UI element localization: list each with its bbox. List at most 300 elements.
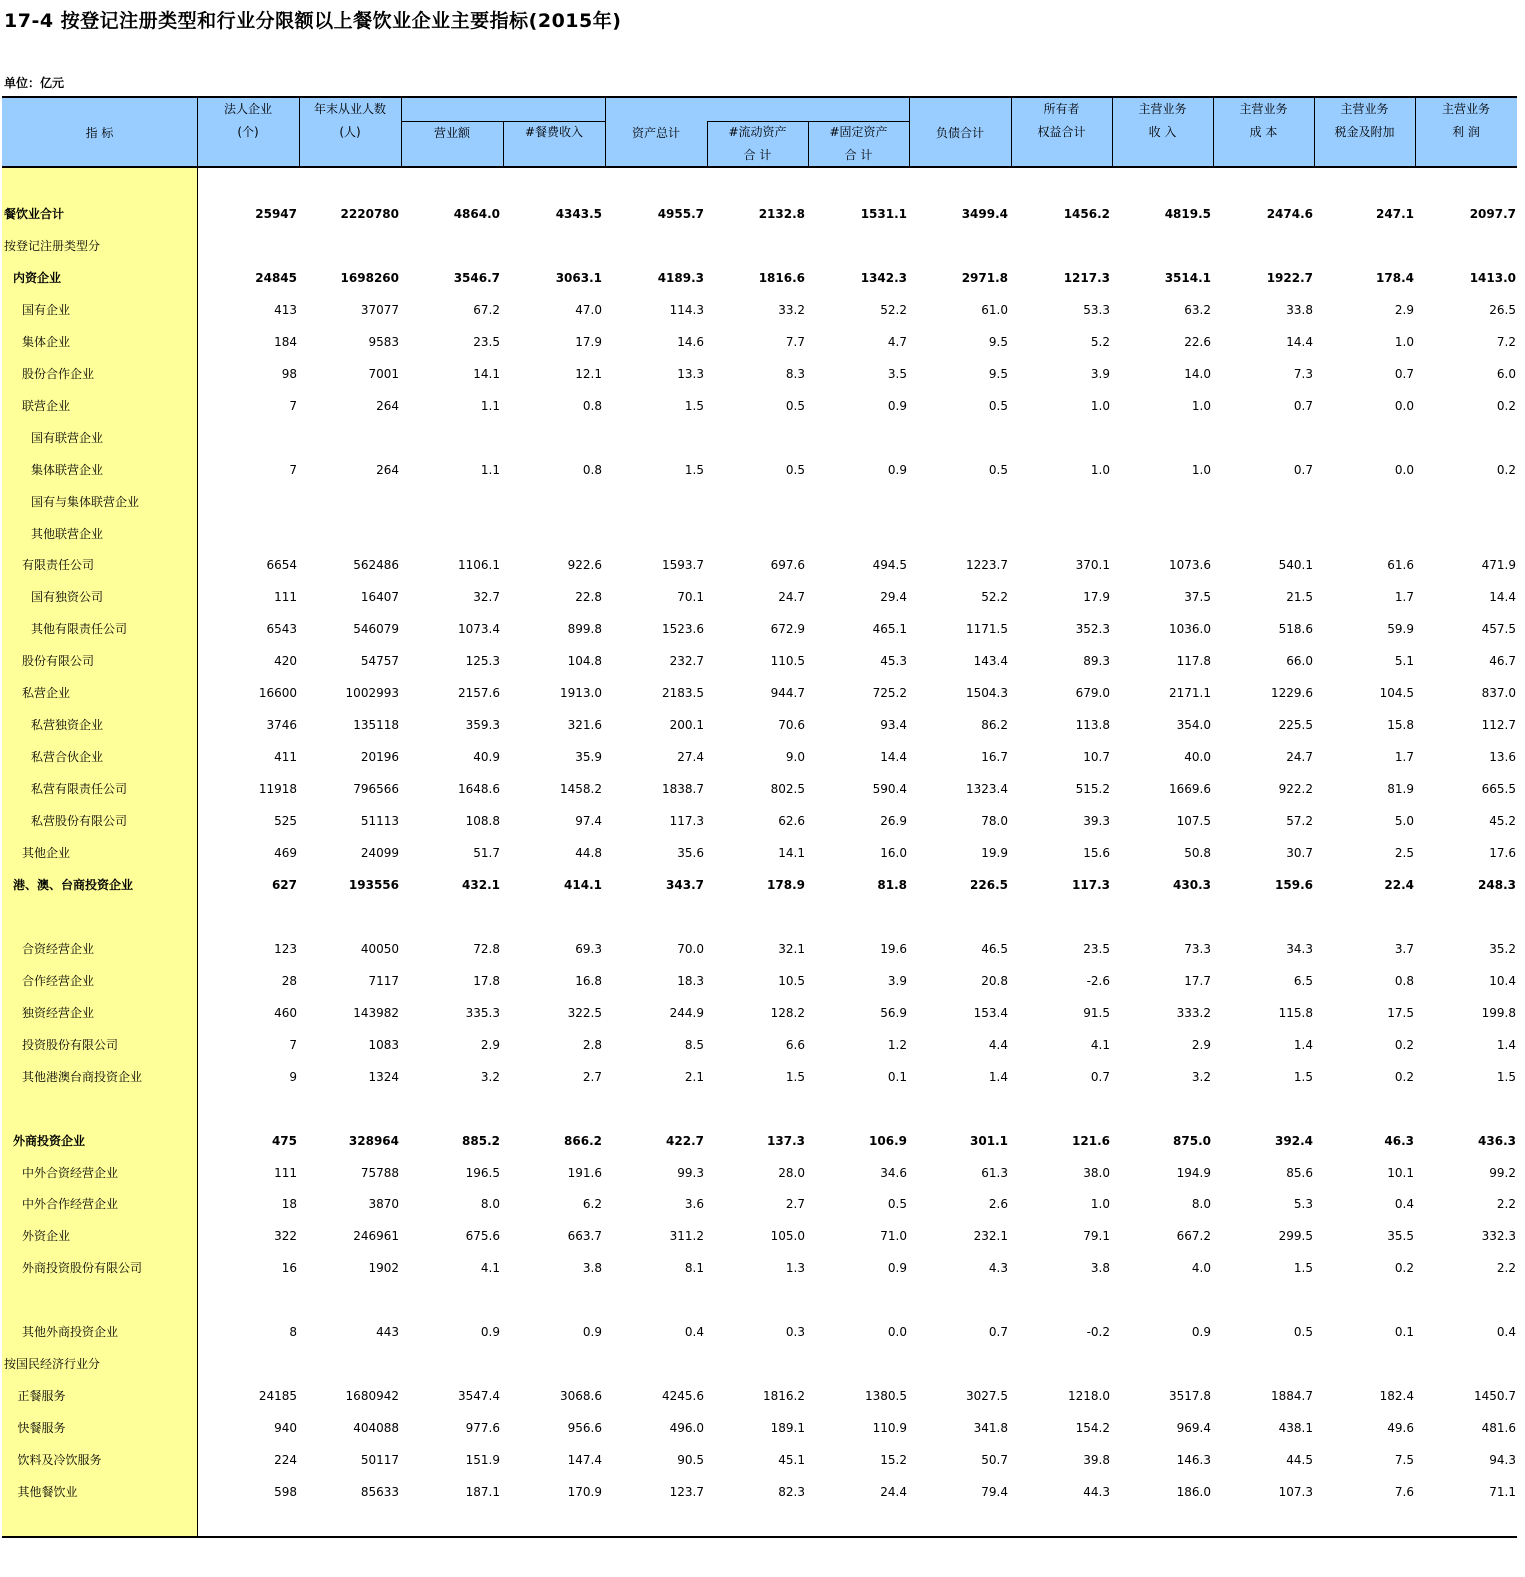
table-cell: 3.9 bbox=[887, 973, 907, 988]
table-cell: 107.5 bbox=[1176, 814, 1211, 829]
row-label: 独资经营企业 bbox=[22, 1005, 95, 1020]
table-cell: 469 bbox=[274, 846, 297, 860]
table-cell: 1.3 bbox=[785, 1261, 805, 1276]
table-cell: 53.3 bbox=[1083, 302, 1110, 317]
table-row bbox=[2, 811, 1517, 831]
header-fixed-assets-line2: 合 计 bbox=[844, 148, 873, 162]
table-cell: 404088 bbox=[353, 1421, 399, 1436]
table-cell: 78.0 bbox=[981, 814, 1008, 829]
header-main-cost-line1: 主营业务 bbox=[1239, 102, 1288, 116]
row-label: 港、澳、台商投资企业 bbox=[13, 877, 134, 892]
table-cell: 194.9 bbox=[1176, 1165, 1211, 1180]
table-cell: 24185 bbox=[258, 1389, 297, 1404]
table-cell: 2.7 bbox=[582, 1069, 602, 1084]
table-cell: 1323.4 bbox=[966, 782, 1008, 797]
table-cell: 0.9 bbox=[582, 1325, 602, 1340]
table-cell: 328964 bbox=[348, 1133, 399, 1148]
table-cell: 8.1 bbox=[684, 1261, 704, 1276]
table-cell: 4189.3 bbox=[657, 270, 704, 285]
table-cell: 2.8 bbox=[582, 1037, 602, 1052]
table-cell: 1217.3 bbox=[1063, 270, 1110, 285]
table-cell: 697.6 bbox=[770, 558, 805, 573]
table-cell: 725.2 bbox=[872, 686, 907, 701]
header-divider bbox=[707, 121, 708, 168]
table-row bbox=[2, 1131, 1517, 1151]
table-cell: 1698260 bbox=[340, 270, 399, 285]
row-label: 集体联营企业 bbox=[31, 462, 104, 477]
table-cell: 627 bbox=[271, 877, 297, 892]
table-cell: 24845 bbox=[255, 270, 297, 285]
table-cell: 1229.6 bbox=[1271, 686, 1313, 701]
header-current-assets bbox=[707, 121, 808, 167]
header-divider bbox=[1314, 98, 1315, 168]
table-cell: 4.3 bbox=[988, 1261, 1008, 1276]
table-cell: 0.2 bbox=[1394, 1069, 1414, 1084]
table-cell: 475 bbox=[271, 1133, 297, 1148]
table-cell: 26.9 bbox=[880, 814, 907, 829]
table-cell: 71.0 bbox=[880, 1229, 907, 1244]
header-total-assets: 资产总计 bbox=[631, 126, 680, 140]
table-cell: 1838.7 bbox=[662, 782, 704, 797]
row-label: 外资企业 bbox=[22, 1229, 71, 1244]
table-cell: 1531.1 bbox=[860, 207, 907, 221]
table-row bbox=[2, 1258, 1517, 1278]
header-main-income-line2: 收 入 bbox=[1148, 125, 1177, 139]
row-label: 外商投资股份有限公司 bbox=[22, 1261, 143, 1276]
table-cell: 1083 bbox=[368, 1037, 399, 1052]
table-cell: 2132.8 bbox=[758, 207, 805, 221]
table-cell: 16407 bbox=[360, 590, 399, 605]
table-cell: 672.9 bbox=[770, 622, 805, 637]
table-cell: 3514.1 bbox=[1164, 270, 1211, 285]
table-cell: 62.6 bbox=[778, 814, 805, 829]
table-cell: 38.0 bbox=[1083, 1165, 1110, 1180]
table-cell: 224 bbox=[274, 1453, 297, 1468]
table-cell: 170.9 bbox=[567, 1485, 602, 1499]
table-cell: 1504.3 bbox=[966, 686, 1008, 701]
row-label: 股份有限公司 bbox=[22, 654, 95, 669]
table-cell: 200.1 bbox=[669, 718, 704, 733]
table-cell: 35.5 bbox=[1387, 1229, 1414, 1244]
table-cell: 18 bbox=[281, 1197, 297, 1212]
row-label: 国有独资公司 bbox=[31, 590, 104, 605]
table-cell: 9583 bbox=[368, 334, 399, 349]
table-cell: 3547.4 bbox=[458, 1389, 500, 1404]
table-cell: 24.7 bbox=[778, 590, 805, 605]
table-cell: 187.1 bbox=[465, 1485, 500, 1499]
table-cell: 105.0 bbox=[770, 1229, 805, 1244]
table-cell: 471.9 bbox=[1481, 558, 1516, 573]
table-cell: 7117 bbox=[368, 973, 399, 988]
table-row bbox=[2, 1290, 1517, 1310]
table-cell: 436.3 bbox=[1478, 1133, 1516, 1148]
table-cell: 460 bbox=[274, 1005, 297, 1020]
table-cell: 969.4 bbox=[1176, 1421, 1211, 1436]
table-cell: 341.8 bbox=[973, 1421, 1008, 1436]
table-row bbox=[2, 1418, 1517, 1438]
table-cell: 14.4 bbox=[1286, 334, 1313, 349]
table-cell: 56.9 bbox=[880, 1005, 907, 1020]
table-cell: 24.7 bbox=[1286, 750, 1313, 765]
table-cell: 1523.6 bbox=[662, 622, 704, 637]
table-cell: -0.2 bbox=[1086, 1325, 1110, 1340]
table-cell: 79.4 bbox=[981, 1485, 1008, 1499]
table-row bbox=[2, 1322, 1517, 1342]
table-cell: 494.5 bbox=[872, 558, 907, 573]
table-cell: 0.5 bbox=[785, 398, 805, 413]
table-cell: 151.9 bbox=[465, 1453, 500, 1468]
header-divider bbox=[1415, 98, 1416, 168]
table-row bbox=[2, 1003, 1517, 1023]
table-cell: 343.7 bbox=[666, 877, 704, 892]
row-label: 合作经营企业 bbox=[22, 973, 95, 988]
table-cell: 226.5 bbox=[970, 877, 1008, 892]
table-cell: 17.6 bbox=[1489, 846, 1516, 860]
header-divider bbox=[503, 121, 504, 168]
table-cell: 540.1 bbox=[1278, 558, 1313, 573]
table-cell: 27.4 bbox=[677, 750, 704, 765]
table-cell: 1.1 bbox=[480, 462, 500, 477]
table-cell: 28.0 bbox=[778, 1165, 805, 1180]
table-row bbox=[2, 300, 1517, 320]
table-cell: 108.8 bbox=[465, 814, 500, 829]
table-cell: 663.7 bbox=[567, 1229, 602, 1244]
table-cell: 1073.4 bbox=[458, 622, 500, 637]
table-cell: 2183.5 bbox=[662, 686, 704, 701]
header-equity bbox=[1011, 98, 1112, 144]
table-cell: 0.5 bbox=[887, 1197, 907, 1212]
row-label: 股份合作企业 bbox=[22, 366, 95, 381]
table-cell: 14.6 bbox=[677, 334, 704, 349]
table-cell: 332.3 bbox=[1481, 1229, 1516, 1244]
table-cell: 264 bbox=[376, 462, 399, 477]
table-cell: 178.4 bbox=[1376, 270, 1414, 285]
table-cell: 515.2 bbox=[1075, 782, 1110, 797]
table-cell: 3027.5 bbox=[966, 1389, 1008, 1404]
table-row bbox=[2, 651, 1517, 671]
row-label: 私营合伙企业 bbox=[31, 750, 104, 765]
table-cell: 3517.8 bbox=[1169, 1389, 1211, 1404]
table-cell: 37077 bbox=[360, 302, 399, 317]
table-cell: 159.6 bbox=[1275, 877, 1313, 892]
table-cell: 1.0 bbox=[1191, 398, 1211, 413]
table-cell: 1913.0 bbox=[560, 686, 602, 701]
header-main-profit bbox=[1415, 98, 1517, 144]
table-cell: 13.6 bbox=[1489, 750, 1516, 765]
table-cell: 193556 bbox=[348, 877, 399, 892]
table-cell: 147.4 bbox=[567, 1453, 602, 1468]
table-cell: 54757 bbox=[360, 654, 399, 669]
table-cell: 22.4 bbox=[1384, 877, 1414, 892]
table-cell: 420 bbox=[274, 654, 297, 669]
table-cell: 899.8 bbox=[567, 622, 602, 637]
table-cell: 37.5 bbox=[1184, 590, 1211, 605]
table-cell: 465.1 bbox=[872, 622, 907, 637]
table-cell: 81.8 bbox=[877, 877, 907, 892]
header-indicator: 指 标 bbox=[85, 126, 114, 140]
table-cell: 5.2 bbox=[1090, 334, 1110, 349]
table-cell: 1.5 bbox=[1496, 1069, 1516, 1084]
table-cell: 1.7 bbox=[1394, 750, 1414, 765]
table-row bbox=[2, 683, 1517, 703]
table-row bbox=[2, 587, 1517, 607]
table-cell: 0.0 bbox=[887, 1325, 907, 1340]
row-label: 外商投资企业 bbox=[13, 1133, 86, 1148]
table-cell: 70.1 bbox=[677, 590, 704, 605]
row-label: 投资股份有限公司 bbox=[22, 1037, 119, 1052]
table-cell: 1.5 bbox=[684, 462, 704, 477]
row-label: 私营企业 bbox=[22, 686, 71, 701]
table-cell: 8 bbox=[289, 1325, 297, 1340]
table-cell: 97.4 bbox=[575, 814, 602, 829]
table-row bbox=[2, 1386, 1517, 1406]
table-cell: 22.6 bbox=[1184, 334, 1211, 349]
table-cell: 30.7 bbox=[1286, 846, 1313, 860]
table-cell: 354.0 bbox=[1176, 718, 1211, 733]
unit-label: 单位：亿元 bbox=[4, 76, 65, 90]
table-cell: 22.8 bbox=[575, 590, 602, 605]
row-label: 中外合作经营企业 bbox=[22, 1197, 119, 1212]
header-divider bbox=[197, 98, 198, 168]
table-cell: 414.1 bbox=[564, 877, 602, 892]
table-cell: 0.7 bbox=[1090, 1069, 1110, 1084]
header-fixed-assets bbox=[808, 121, 909, 167]
row-label: 餐饮业合计 bbox=[4, 207, 65, 221]
table-cell: 0.8 bbox=[582, 462, 602, 477]
row-label: 私营有限责任公司 bbox=[31, 782, 128, 797]
table-cell: 7.2 bbox=[1496, 334, 1516, 349]
table-cell: 110.5 bbox=[770, 654, 805, 669]
row-label: 中外合资经营企业 bbox=[22, 1165, 119, 1180]
table-cell: 8.5 bbox=[684, 1037, 704, 1052]
table-row bbox=[2, 1482, 1517, 1502]
table-cell: 885.2 bbox=[462, 1133, 500, 1148]
table-cell: 34.3 bbox=[1286, 941, 1313, 956]
table-cell: 104.5 bbox=[1379, 686, 1414, 701]
header-employees bbox=[299, 98, 401, 144]
table-cell: 392.4 bbox=[1275, 1133, 1313, 1148]
table-row bbox=[2, 460, 1517, 480]
table-cell: 85633 bbox=[360, 1485, 399, 1499]
table-cell: 1816.2 bbox=[763, 1389, 805, 1404]
table-cell: 4.4 bbox=[988, 1037, 1008, 1052]
table-cell: 4.1 bbox=[480, 1261, 500, 1276]
table-cell: 20196 bbox=[360, 750, 399, 765]
table-row bbox=[2, 204, 1517, 224]
table-cell: 0.2 bbox=[1394, 1037, 1414, 1052]
table-cell: 189.1 bbox=[770, 1421, 805, 1436]
table-cell: 75788 bbox=[360, 1165, 399, 1180]
row-label: 有限责任公司 bbox=[22, 558, 95, 573]
table-cell: 7.6 bbox=[1394, 1485, 1414, 1499]
table-cell: 352.3 bbox=[1075, 622, 1110, 637]
table-cell: 4.0 bbox=[1191, 1261, 1211, 1276]
table-cell: 422.7 bbox=[666, 1133, 704, 1148]
table-cell: 98 bbox=[281, 366, 297, 381]
table-cell: 26.5 bbox=[1489, 302, 1516, 317]
table-cell: 2220780 bbox=[340, 207, 399, 221]
table-cell: 0.0 bbox=[1394, 398, 1414, 413]
table-cell: 46.5 bbox=[981, 941, 1008, 956]
table-cell: 17.9 bbox=[575, 334, 602, 349]
table-cell: 6.6 bbox=[785, 1037, 805, 1052]
row-label: 私营股份有限公司 bbox=[31, 814, 128, 829]
header-current-assets-line1: #流动资产 bbox=[728, 125, 787, 139]
table-bottom-border bbox=[2, 1536, 1517, 1538]
table-cell: 15.8 bbox=[1387, 718, 1414, 733]
table-cell: 411 bbox=[274, 750, 297, 765]
row-label: 合资经营企业 bbox=[22, 941, 95, 956]
table-cell: 35.9 bbox=[575, 750, 602, 765]
table-cell: 4864.0 bbox=[453, 207, 500, 221]
table-cell: 866.2 bbox=[564, 1133, 602, 1148]
table-cell: 301.1 bbox=[970, 1133, 1008, 1148]
table-cell: 311.2 bbox=[669, 1229, 704, 1244]
table-cell: 9.5 bbox=[988, 366, 1008, 381]
table-cell: 956.6 bbox=[567, 1421, 602, 1436]
table-cell: 86.2 bbox=[981, 718, 1008, 733]
table-cell: 17.8 bbox=[473, 973, 500, 988]
header-divider bbox=[401, 121, 605, 122]
table-cell: 44.5 bbox=[1286, 1453, 1313, 1468]
table-cell: 104.8 bbox=[567, 654, 602, 669]
table-cell: 679.0 bbox=[1075, 686, 1110, 701]
table-cell: 47.0 bbox=[575, 302, 602, 317]
table-cell: 61.3 bbox=[981, 1165, 1008, 1180]
table-cell: 40.0 bbox=[1184, 750, 1211, 765]
table-row bbox=[2, 1067, 1517, 1087]
table-row bbox=[2, 715, 1517, 735]
table-cell: 0.2 bbox=[1496, 398, 1516, 413]
row-label: 联营企业 bbox=[22, 398, 71, 413]
table-cell: 1669.6 bbox=[1169, 782, 1211, 797]
table-row bbox=[2, 1226, 1517, 1246]
table-cell: 44.8 bbox=[575, 846, 602, 860]
table-cell: 667.2 bbox=[1176, 1229, 1211, 1244]
table-cell: 1342.3 bbox=[860, 270, 907, 285]
table-cell: 1.2 bbox=[887, 1037, 907, 1052]
table-cell: 944.7 bbox=[770, 686, 805, 701]
header-equity-line2: 权益合计 bbox=[1037, 125, 1086, 139]
table-cell: 796566 bbox=[353, 782, 399, 797]
table-cell: 496.0 bbox=[669, 1421, 704, 1436]
table-cell: 0.5 bbox=[1293, 1325, 1313, 1340]
table-cell: 333.2 bbox=[1176, 1005, 1211, 1020]
header-divider bbox=[1213, 98, 1214, 168]
header-divider bbox=[605, 98, 606, 168]
table-cell: 6.5 bbox=[1293, 973, 1313, 988]
row-label: 快餐服务 bbox=[17, 1421, 66, 1436]
table-cell: 264 bbox=[376, 398, 399, 413]
table-cell: 1458.2 bbox=[560, 782, 602, 797]
table-cell: 430.3 bbox=[1173, 877, 1211, 892]
table-row bbox=[2, 1450, 1517, 1470]
table-row bbox=[2, 555, 1517, 575]
table-cell: 246961 bbox=[353, 1229, 399, 1244]
table-cell: 106.9 bbox=[869, 1133, 907, 1148]
table-cell: 2474.6 bbox=[1266, 207, 1313, 221]
row-label: 饮料及冷饮服务 bbox=[17, 1453, 102, 1468]
table-cell: 0.1 bbox=[887, 1069, 907, 1084]
row-label: 按国民经济行业分 bbox=[4, 1357, 101, 1372]
table-cell: 19.6 bbox=[880, 941, 907, 956]
table-cell: 8.0 bbox=[480, 1197, 500, 1212]
table-cell: 52.2 bbox=[880, 302, 907, 317]
table-row bbox=[2, 619, 1517, 639]
table-cell: 1.5 bbox=[785, 1069, 805, 1084]
table-cell: 562486 bbox=[353, 558, 399, 573]
table-cell: 137.3 bbox=[767, 1133, 805, 1148]
row-label: 其他联营企业 bbox=[31, 526, 104, 541]
table-cell: 14.4 bbox=[1489, 590, 1516, 605]
table-row bbox=[2, 747, 1517, 767]
table-cell: 90.5 bbox=[677, 1453, 704, 1468]
table-cell: 322.5 bbox=[567, 1005, 602, 1020]
table-cell: 1.7 bbox=[1394, 590, 1414, 605]
table-cell: 9 bbox=[289, 1069, 297, 1084]
table-row bbox=[2, 396, 1517, 416]
table-cell: 7001 bbox=[368, 366, 399, 381]
table-cell: 0.0 bbox=[1394, 462, 1414, 477]
table-cell: 0.9 bbox=[1191, 1325, 1211, 1340]
table-cell: 1324 bbox=[368, 1069, 399, 1084]
table-cell: 20.8 bbox=[981, 973, 1008, 988]
table-row bbox=[2, 268, 1517, 288]
table-cell: 35.2 bbox=[1489, 941, 1516, 956]
table-cell: 32.1 bbox=[778, 941, 805, 956]
table-cell: 590.4 bbox=[872, 782, 907, 797]
table-cell: 16.7 bbox=[981, 750, 1008, 765]
table-cell: 1.5 bbox=[684, 398, 704, 413]
table-cell: 3.7 bbox=[1394, 941, 1414, 956]
table-cell: 2971.8 bbox=[961, 270, 1008, 285]
table-cell: 16 bbox=[281, 1261, 297, 1276]
table-cell: 15.2 bbox=[880, 1453, 907, 1468]
header-legal-entities bbox=[197, 98, 299, 144]
table-cell: 111 bbox=[274, 1165, 297, 1180]
table-cell: 1902 bbox=[368, 1261, 399, 1276]
table-cell: 49.6 bbox=[1387, 1421, 1414, 1436]
table-cell: 0.7 bbox=[1293, 398, 1313, 413]
table-cell: 154.2 bbox=[1075, 1421, 1110, 1436]
table-cell: 4819.5 bbox=[1164, 207, 1211, 221]
table-cell: 91.5 bbox=[1083, 1005, 1110, 1020]
table-cell: 7 bbox=[289, 462, 297, 477]
table-cell: 1.4 bbox=[1496, 1037, 1516, 1052]
table-row bbox=[2, 779, 1517, 799]
header-legal-entities-line2: (个) bbox=[237, 125, 259, 139]
table-cell: 321.6 bbox=[567, 718, 602, 733]
header-equity-line1: 所有者 bbox=[1043, 102, 1080, 116]
table-cell: 1648.6 bbox=[458, 782, 500, 797]
table-cell: 45.3 bbox=[880, 654, 907, 669]
table-cell: 1.1 bbox=[480, 398, 500, 413]
header-legal-entities-line1: 法人企业 bbox=[223, 102, 272, 116]
table-cell: 3.2 bbox=[1191, 1069, 1211, 1084]
table-cell: 0.9 bbox=[887, 462, 907, 477]
table-cell: 0.4 bbox=[1394, 1197, 1414, 1212]
table-cell: 52.2 bbox=[981, 590, 1008, 605]
table-cell: 225.5 bbox=[1278, 718, 1313, 733]
header-main-tax-line2: 税金及附加 bbox=[1334, 125, 1395, 139]
row-label: 国有联营企业 bbox=[31, 430, 104, 445]
table-cell: 665.5 bbox=[1481, 782, 1516, 797]
table-cell: 178.9 bbox=[767, 877, 805, 892]
table-cell: 7 bbox=[289, 1037, 297, 1052]
table-cell: 85.6 bbox=[1286, 1165, 1313, 1180]
header-employees-line2: (人) bbox=[339, 125, 361, 139]
row-label: 正餐服务 bbox=[17, 1389, 66, 1404]
